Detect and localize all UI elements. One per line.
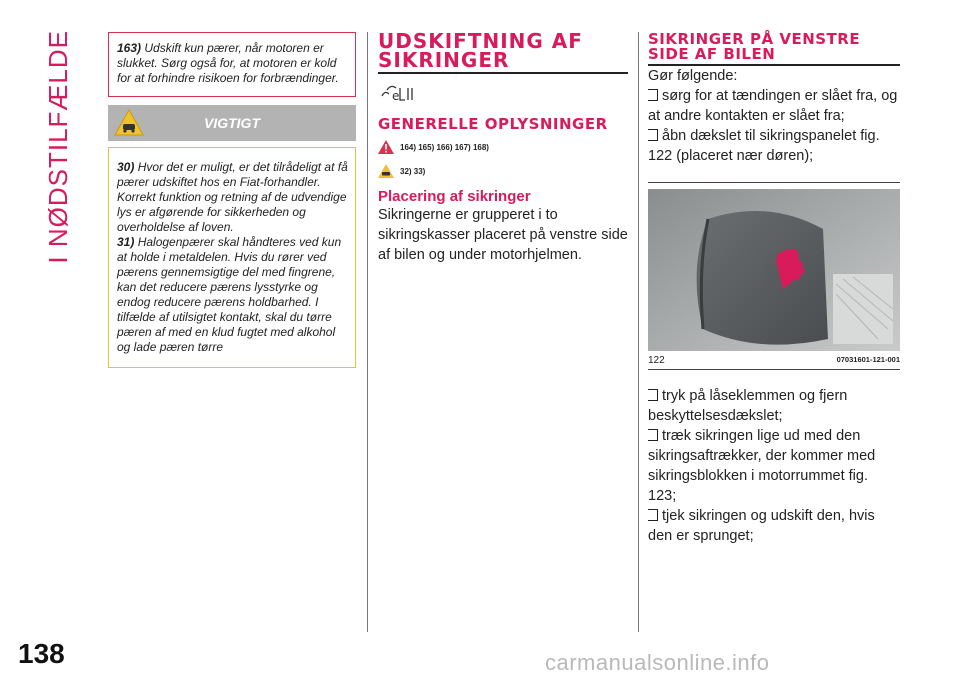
danger-references bbox=[378, 140, 628, 154]
reference-list: 164) 165) 166) 167) 168) bbox=[400, 142, 489, 152]
important-label: VIGTIGT bbox=[204, 115, 260, 131]
section-heading: SIKRINGER PÅ VENSTRE SIDE AF BILEN bbox=[648, 30, 861, 63]
column-fuses-intro bbox=[378, 29, 628, 265]
list-item bbox=[648, 506, 900, 546]
note-number: 31) bbox=[117, 235, 135, 249]
side-title bbox=[28, 30, 88, 360]
section-heading: UDSKIFTNING AF SIKRINGER bbox=[378, 29, 583, 72]
page-number: 138 bbox=[18, 638, 65, 669]
watermark: carmanualsonline.info bbox=[545, 650, 770, 675]
list-item-text: træk sikringen lige ud med den sikringsaftrækker, der kommer med sikringsblokken i motorrummet fig. 123; bbox=[648, 428, 876, 504]
column-notes bbox=[108, 32, 356, 368]
note-text: Halogenpærer skal håndteres ved kun at holde i metaldelen. Hvis du rører ved pærens gennemsigtige del med fingrene, kan det reducere pærens lysstyrke og endog reducere pærens holdbarhed. I tilfælde af utilsigtet kontakt, skal du tørre pæren af med en klud fugtet med alkohol og lade pæren tørre bbox=[117, 235, 342, 354]
subsection-heading: GENERELLE OPLYSNINGER bbox=[378, 115, 608, 133]
figure-number: 122 bbox=[648, 355, 665, 366]
figure-code: 07031601-121-001 bbox=[836, 355, 900, 364]
note-number: 30) bbox=[117, 160, 135, 174]
bullet-icon bbox=[648, 89, 658, 101]
list-item bbox=[648, 126, 900, 166]
side-title-text: I NØDSTILFÆLDE bbox=[42, 30, 73, 264]
list-item bbox=[648, 86, 900, 126]
fuse-panel-photo bbox=[648, 189, 900, 351]
list-item-text: tjek sikringen og udskift den, hvis den er sprunget; bbox=[648, 508, 875, 544]
paragraph: Sikringerne er grupperet i to sikringskasser placeret på venstre side af bilen og under motorhjelmen. bbox=[378, 207, 628, 263]
bullet-icon bbox=[648, 509, 658, 521]
svg-text:e: e bbox=[392, 89, 400, 103]
list-item-text: åbn dækslet til sikringspanelet fig. 122 (placeret nær døren); bbox=[648, 128, 880, 164]
figure-caption bbox=[648, 355, 900, 370]
warning-note-box bbox=[108, 147, 356, 368]
list-item bbox=[648, 386, 900, 426]
heading-rule bbox=[378, 72, 628, 74]
column-divider bbox=[638, 32, 639, 632]
reference-list: 32) 33) bbox=[400, 166, 426, 176]
intro-text: Gør følgende: bbox=[648, 68, 738, 84]
danger-triangle-icon bbox=[378, 140, 394, 154]
note-text: Udskift kun pærer, når motoren er slukket. Sørg også for, at motoren er kold for at forhindre risikoen for forbrændinger. bbox=[117, 41, 339, 85]
bullet-icon bbox=[648, 429, 658, 441]
list-item-text: tryk på låseklemmen og fjern beskyttelsesdækslet; bbox=[648, 388, 848, 424]
list-item-text: sørg for at tændingen er slået fra, og at andre kontakten er slået fra; bbox=[648, 88, 898, 124]
column-left-side-fuses bbox=[648, 32, 900, 546]
bullet-icon bbox=[648, 129, 658, 141]
figure bbox=[648, 182, 900, 370]
danger-note-box bbox=[108, 32, 356, 97]
section-title: Placering af sikringer bbox=[378, 188, 531, 205]
list-item bbox=[648, 426, 900, 506]
note-number: 163) bbox=[117, 41, 142, 55]
warning-references bbox=[378, 164, 628, 178]
warning-triangle-icon bbox=[378, 164, 394, 178]
eco-icon bbox=[378, 78, 418, 106]
bullet-icon bbox=[648, 389, 658, 401]
note-text: Hvor det er muligt, er det tilrådeligt at få pærer udskiftet hos en Fiat-forhandler. Korrekt funktion og retning af de udvendige lys er afgørende for sikkerheden og overholdelse af loven. bbox=[117, 160, 348, 234]
important-header bbox=[108, 105, 356, 141]
column-divider bbox=[367, 32, 368, 632]
